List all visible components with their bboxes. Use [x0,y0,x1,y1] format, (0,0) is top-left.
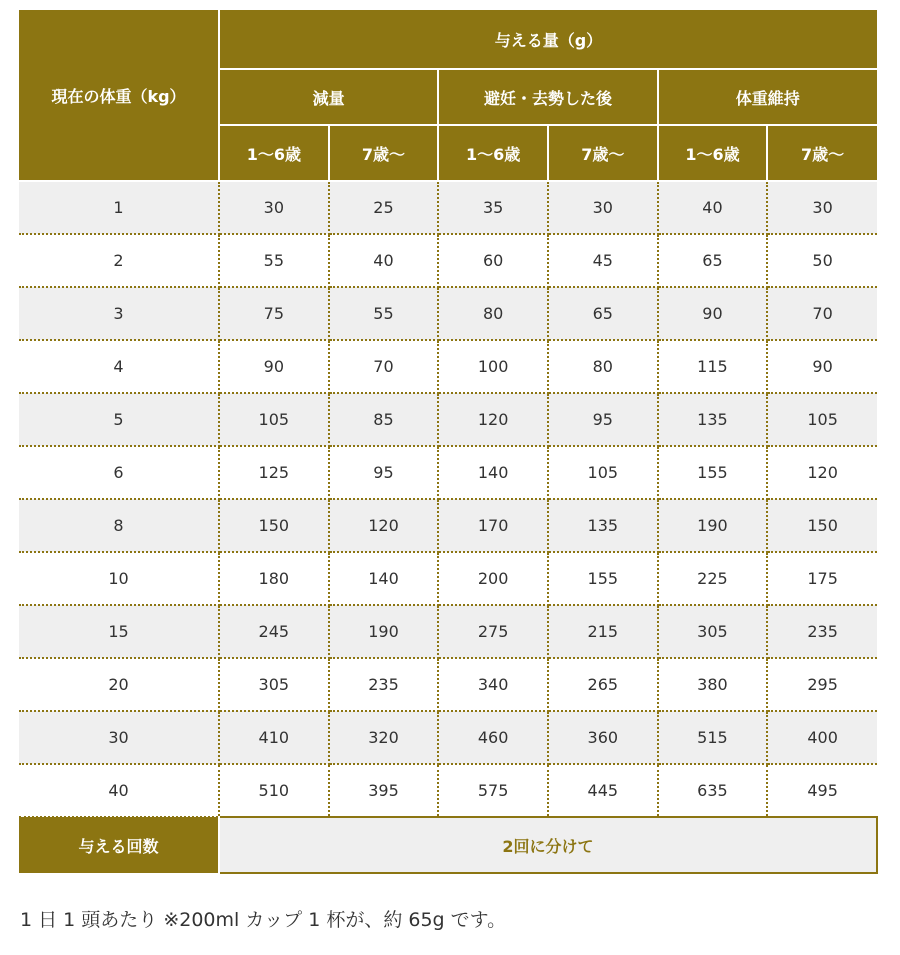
amount-cell: 575 [438,764,548,817]
feeding-table-container [19,10,877,874]
table-row [19,711,877,764]
table-row [19,287,877,340]
weight-cell: 2 [19,234,219,287]
amount-cell: 50 [767,234,877,287]
amount-cell: 265 [548,658,658,711]
amount-cell: 395 [329,764,439,817]
amount-cell: 115 [658,340,768,393]
feeding-amount-table [19,10,878,874]
amount-cell: 90 [219,340,329,393]
age-header: 1〜6歳 [658,125,768,181]
weight-cell: 10 [19,552,219,605]
amount-cell: 510 [219,764,329,817]
amount-cell: 170 [438,499,548,552]
amount-cell: 55 [329,287,439,340]
age-header: 1〜6歳 [438,125,548,181]
amount-cell: 25 [329,181,439,234]
amount-cell: 200 [438,552,548,605]
table-row [19,340,877,393]
weight-cell: 4 [19,340,219,393]
amount-cell: 45 [548,234,658,287]
amount-cell: 100 [438,340,548,393]
amount-cell: 150 [219,499,329,552]
amount-cell: 120 [329,499,439,552]
amount-cell: 65 [548,287,658,340]
amount-cell: 55 [219,234,329,287]
table-row [19,552,877,605]
amount-cell: 275 [438,605,548,658]
frequency-label: 与える回数 [19,817,219,873]
amount-cell: 90 [658,287,768,340]
amount-cell: 65 [658,234,768,287]
amount-cell: 105 [767,393,877,446]
weight-cell: 20 [19,658,219,711]
table-row [19,658,877,711]
amount-cell: 70 [767,287,877,340]
amount-cell: 95 [548,393,658,446]
amount-cell: 305 [219,658,329,711]
amount-cell: 190 [329,605,439,658]
weight-cell: 1 [19,181,219,234]
amount-cell: 140 [329,552,439,605]
amount-cell: 460 [438,711,548,764]
amount-cell: 40 [658,181,768,234]
weight-cell: 8 [19,499,219,552]
table-row [19,605,877,658]
amount-cell: 190 [658,499,768,552]
amount-cell: 225 [658,552,768,605]
amount-cell: 360 [548,711,658,764]
amount-cell: 120 [767,446,877,499]
weight-cell: 3 [19,287,219,340]
serving-note: 1 日 1 頭あたり ※200ml カップ 1 杯が、約 65g です。 [20,909,507,931]
table-row [19,234,877,287]
amount-header: 与える量（g） [219,10,877,69]
amount-cell: 30 [219,181,329,234]
table-row [19,181,877,234]
amount-cell: 155 [548,552,658,605]
table-row [19,764,877,817]
amount-cell: 35 [438,181,548,234]
amount-cell: 135 [548,499,658,552]
amount-cell: 105 [219,393,329,446]
table-row [19,499,877,552]
amount-cell: 150 [767,499,877,552]
weight-cell: 15 [19,605,219,658]
amount-cell: 70 [329,340,439,393]
frequency-value: 2回に分けて [219,817,877,873]
age-header: 7歳〜 [548,125,658,181]
amount-cell: 30 [548,181,658,234]
age-header: 7歳〜 [329,125,439,181]
amount-cell: 410 [219,711,329,764]
amount-cell: 85 [329,393,439,446]
amount-cell: 125 [219,446,329,499]
group-header-weight-loss: 減量 [219,69,438,125]
table-body [19,181,877,817]
amount-cell: 320 [329,711,439,764]
table-row [19,393,877,446]
amount-cell: 380 [658,658,768,711]
weight-column-header: 現在の体重（kg） [19,10,219,181]
amount-cell: 135 [658,393,768,446]
amount-cell: 140 [438,446,548,499]
amount-cell: 235 [329,658,439,711]
amount-cell: 235 [767,605,877,658]
weight-cell: 6 [19,446,219,499]
amount-cell: 305 [658,605,768,658]
amount-cell: 400 [767,711,877,764]
amount-cell: 40 [329,234,439,287]
amount-cell: 90 [767,340,877,393]
amount-cell: 495 [767,764,877,817]
weight-cell: 5 [19,393,219,446]
amount-cell: 80 [438,287,548,340]
amount-cell: 180 [219,552,329,605]
amount-cell: 155 [658,446,768,499]
amount-cell: 295 [767,658,877,711]
group-header-maintenance: 体重維持 [658,69,877,125]
amount-cell: 635 [658,764,768,817]
amount-cell: 105 [548,446,658,499]
age-header: 7歳〜 [767,125,877,181]
amount-cell: 215 [548,605,658,658]
weight-cell: 30 [19,711,219,764]
weight-cell: 40 [19,764,219,817]
amount-cell: 95 [329,446,439,499]
table-row [19,446,877,499]
amount-cell: 175 [767,552,877,605]
amount-cell: 445 [548,764,658,817]
amount-cell: 515 [658,711,768,764]
age-header: 1〜6歳 [219,125,329,181]
amount-cell: 75 [219,287,329,340]
amount-cell: 245 [219,605,329,658]
amount-cell: 60 [438,234,548,287]
amount-cell: 80 [548,340,658,393]
amount-cell: 120 [438,393,548,446]
amount-cell: 30 [767,181,877,234]
group-header-neutered: 避妊・去勢した後 [438,69,657,125]
amount-cell: 340 [438,658,548,711]
